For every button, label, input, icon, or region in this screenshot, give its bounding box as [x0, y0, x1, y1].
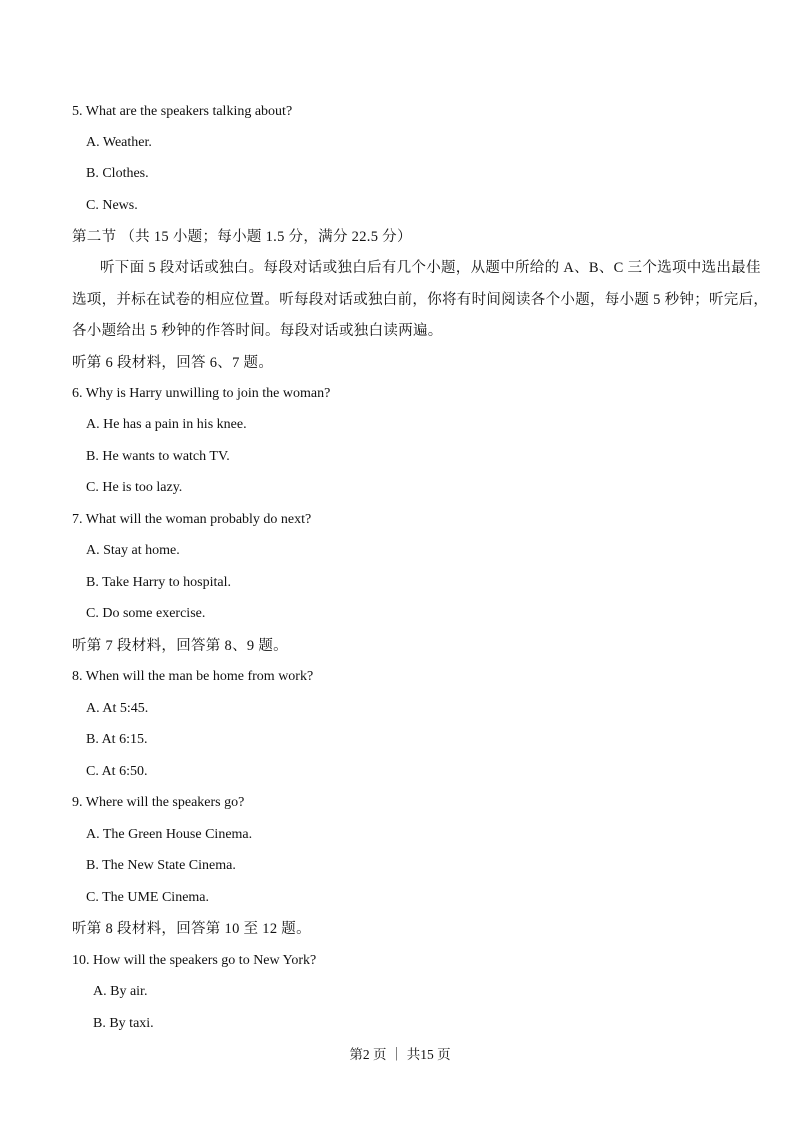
section-2-instruction-line-1: 听下面 5 段对话或独白。每段对话或独白后有几个小题，从题中所给的 A、B、C 三个选项中选出最佳: [100, 260, 761, 276]
question-5: 5. What are the speakers talking about?: [72, 104, 293, 119]
q7-option-b: B. Take Harry to hospital.: [86, 575, 231, 590]
q7-option-c: C. Do some exercise.: [86, 606, 206, 621]
q6-option-c: C. He is too lazy.: [86, 480, 183, 495]
q6-option-a: A. He has a pain in his knee.: [86, 417, 247, 432]
q5-option-b: B. Clothes.: [86, 166, 149, 181]
page-footer: 第2 页 ｜ 共15 页: [349, 1047, 451, 1062]
q5-option-c: C. News.: [86, 198, 138, 213]
section-2-header: 第二节 （共 15 小题；每小题 1.5 分，满分 22.5 分）: [72, 229, 412, 245]
q8-option-b: B. At 6:15.: [86, 732, 148, 747]
question-6: 6. Why is Harry unwilling to join the woman?: [72, 386, 331, 401]
question-7: 7. What will the woman probably do next?: [72, 512, 312, 527]
question-10: 10. How will the speakers go to New York?: [72, 953, 317, 968]
q8-option-a: A. At 5:45.: [86, 701, 149, 716]
question-9: 9. Where will the speakers go?: [72, 795, 245, 810]
material-8-note: 听第 8 段材料，回答第 10 至 12 题。: [72, 921, 311, 937]
section-2-instruction-line-2: 选项，并标在试卷的相应位置。听每段对话或独白前，你将有时间阅读各个小题，每小题 5 秒钟；听完后，: [72, 292, 769, 308]
q7-option-a: A. Stay at home.: [86, 543, 180, 558]
q10-option-a: A. By air.: [93, 984, 148, 999]
q8-option-c: C. At 6:50.: [86, 764, 148, 779]
q9-option-b: B. The New State Cinema.: [86, 858, 236, 873]
q9-option-a: A. The Green House Cinema.: [86, 827, 253, 842]
material-7-note: 听第 7 段材料，回答第 8、9 题。: [72, 638, 288, 654]
material-6-note: 听第 6 段材料，回答 6、7 题。: [72, 355, 274, 371]
section-2-instruction-line-3: 各小题给出 5 秒钟的作答时间。每段对话或独白读两遍。: [72, 323, 443, 339]
q5-option-a: A. Weather.: [86, 135, 152, 150]
q10-option-b: B. By taxi.: [93, 1016, 154, 1031]
q9-option-c: C. The UME Cinema.: [86, 890, 210, 905]
question-8: 8. When will the man be home from work?: [72, 669, 314, 684]
q6-option-b: B. He wants to watch TV.: [86, 449, 230, 464]
